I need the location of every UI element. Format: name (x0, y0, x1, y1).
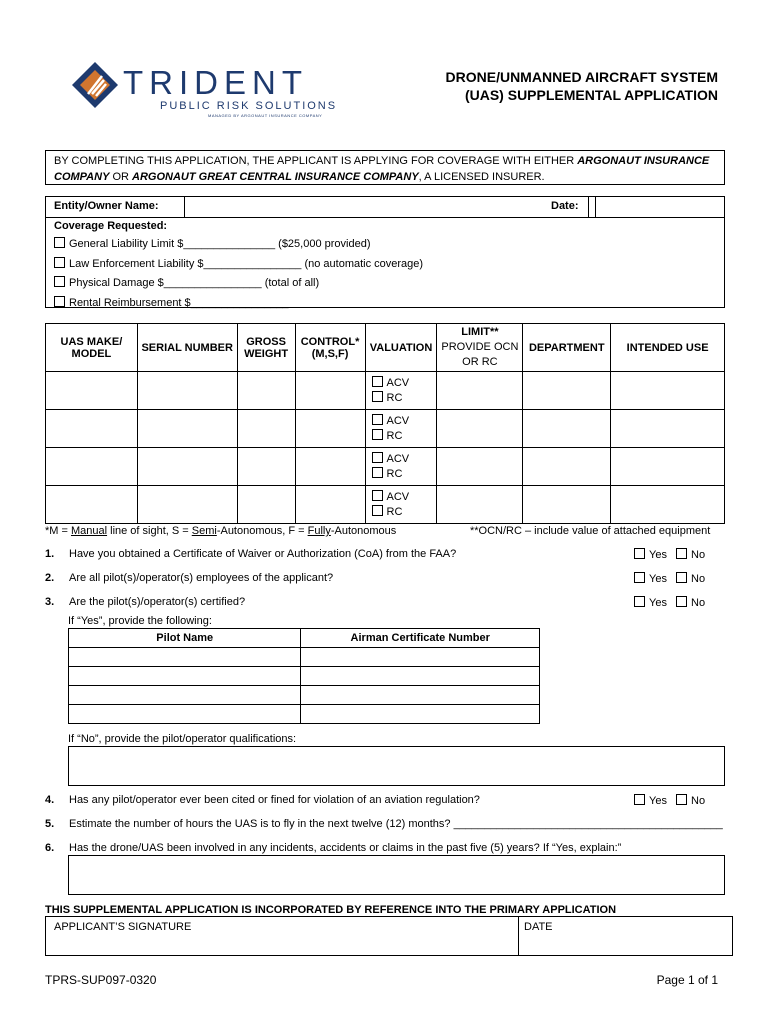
valuation-cell (365, 448, 437, 486)
checkbox[interactable] (372, 452, 383, 463)
coverage-law-enforcement[interactable]: Law Enforcement Liability $________________ (no automatic coverage) (54, 255, 423, 275)
question-2: 2. Are all pilot(s)/operator(s) employees of the applicant? (45, 572, 334, 584)
coverage-physical-damage[interactable]: Physical Damage $________________ (total of all) (54, 274, 423, 294)
title-line-2: (UAS) SUPPLEMENTAL APPLICATION (464, 87, 718, 103)
q4-yes-no (634, 794, 705, 807)
intro-text-2: OR (109, 171, 133, 183)
valuation-acv[interactable]: ACV (372, 376, 437, 391)
cell-input[interactable] (523, 448, 611, 486)
limit-header-line-1: LIMIT** (461, 326, 499, 338)
valuation-rc[interactable]: RC (372, 429, 437, 444)
cell-input[interactable] (137, 372, 237, 410)
page-title (446, 68, 718, 104)
date-label: Date: (551, 200, 579, 212)
valuation-rc[interactable]: RC (372, 467, 437, 482)
checkbox[interactable] (54, 276, 65, 287)
q2-yes-no (634, 572, 705, 585)
incidents-explanation-field[interactable] (68, 855, 725, 895)
question-4: 4. Has any pilot/operator ever been cited or fined for violation of an aviation regulation? (45, 794, 480, 806)
table-row (46, 486, 725, 524)
cell-input[interactable] (295, 486, 365, 524)
signature-date-label: DATE (524, 921, 553, 933)
question-3: 3. Are the pilot(s)/operator(s) certified? (45, 596, 246, 608)
coverage-label: Coverage Requested: (54, 220, 168, 232)
cell-input[interactable] (46, 448, 138, 486)
checkbox[interactable] (634, 572, 645, 583)
q3-if-yes: If “Yes”, provide the following: (68, 615, 212, 627)
cell-input[interactable] (69, 705, 301, 724)
checkbox[interactable] (54, 296, 65, 307)
checkbox[interactable] (372, 376, 383, 387)
cell-input[interactable] (295, 372, 365, 410)
cell-input[interactable] (237, 486, 295, 524)
cell-input[interactable] (301, 705, 540, 724)
col-control: CONTROL* (M,S,F) (295, 324, 365, 372)
limit-footnote: **OCN/RC – include value of attached equipment (470, 525, 711, 537)
col-make-model: UAS MAKE/ MODEL (46, 324, 138, 372)
checkbox[interactable] (676, 596, 687, 607)
intro-text-1: BY COMPLETING THIS APPLICATION, THE APPLICANT IS APPLYING FOR COVERAGE WITH EITHER (54, 155, 578, 167)
limit-header-line-2: PROVIDE OCN OR RC (441, 341, 519, 368)
valuation-rc[interactable]: RC (372, 505, 437, 520)
cell-input[interactable] (611, 372, 725, 410)
question-1: 1. Have you obtained a Certificate of Waiver or Authorization (CoA) from the FAA? (45, 548, 457, 560)
table-row (69, 648, 540, 667)
form-code: TPRS-SUP097-0320 (45, 973, 157, 987)
qualifications-field[interactable] (68, 746, 725, 786)
valuation-cell (365, 486, 437, 524)
table-row (46, 372, 725, 410)
checkbox[interactable] (676, 548, 687, 559)
question-6: 6. Has the drone/UAS been involved in any incidents, accidents or claims in the past five (5) years? If “Yes, explain:” (45, 842, 622, 854)
table-row (46, 448, 725, 486)
q1-yes-no (634, 548, 705, 561)
cell-input[interactable] (437, 486, 523, 524)
logo-name: TRIDENT (123, 64, 308, 101)
checkbox[interactable] (372, 391, 383, 402)
q1-yes[interactable]: Yes (634, 549, 667, 561)
cell-input[interactable] (69, 667, 301, 686)
cell-input[interactable] (301, 667, 540, 686)
valuation-acv[interactable]: ACV (372, 490, 437, 505)
cell-input[interactable] (237, 410, 295, 448)
checkbox[interactable] (634, 794, 645, 805)
page-number: Page 1 of 1 (656, 973, 718, 987)
col-serial-number: SERIAL NUMBER (137, 324, 237, 372)
table-row (69, 667, 540, 686)
cell-input[interactable] (137, 410, 237, 448)
cell-input[interactable] (611, 486, 725, 524)
col-airman-certificate: Airman Certificate Number (301, 629, 540, 648)
q3-if-no: If “No”, provide the pilot/operator qualifications: (68, 733, 297, 745)
cell-input[interactable] (237, 448, 295, 486)
cell-input[interactable] (437, 448, 523, 486)
control-footnote: *M = Manual line of sight, S = Semi-Autonomous, F = Fully-Autonomous (45, 525, 397, 537)
signature-label: APPLICANT’S SIGNATURE (54, 921, 192, 933)
intro-text-3: , A LICENSED INSURER. (418, 171, 545, 183)
col-department: DEPARTMENT (523, 324, 611, 372)
signature-statement: THIS SUPPLEMENTAL APPLICATION IS INCORPORATED BY REFERENCE INTO THE PRIMARY APPLICATION (45, 904, 617, 916)
signature-date-field[interactable] (519, 917, 732, 955)
date-field[interactable] (595, 197, 725, 217)
entity-name-field[interactable] (184, 197, 589, 217)
trident-logo-icon (70, 60, 120, 110)
valuation-acv[interactable]: ACV (372, 452, 437, 467)
checkbox[interactable] (372, 505, 383, 516)
col-pilot-name: Pilot Name (69, 629, 301, 648)
checkbox[interactable] (372, 490, 383, 501)
cell-input[interactable] (137, 486, 237, 524)
valuation-acv[interactable]: ACV (372, 414, 437, 429)
signature-field[interactable] (46, 917, 519, 955)
entity-box (45, 196, 725, 308)
table-row (69, 705, 540, 724)
checkbox[interactable] (372, 429, 383, 440)
coverage-general-liability[interactable]: General Liability Limit $_______________ ($25,000 provided) (54, 235, 423, 255)
intro-box (45, 150, 725, 185)
cell-input[interactable] (611, 448, 725, 486)
q3-yes[interactable]: Yes (634, 597, 667, 609)
col-gross-weight: GROSS WEIGHT (237, 324, 295, 372)
checkbox[interactable] (54, 237, 65, 248)
entity-name-label: Entity/Owner Name: (54, 200, 159, 212)
col-limit (437, 324, 523, 372)
cell-input[interactable] (301, 648, 540, 667)
coverage-rental-reimbursement[interactable]: Rental Reimbursement $________________ (54, 294, 423, 314)
checkbox[interactable] (372, 414, 383, 425)
cell-input[interactable] (295, 448, 365, 486)
checkbox[interactable] (676, 572, 687, 583)
q3-no[interactable]: No (676, 597, 705, 609)
cell-input[interactable] (301, 686, 540, 705)
q1-no[interactable]: No (676, 549, 705, 561)
cell-input[interactable] (611, 410, 725, 448)
insurer-1: ARGONAUT INSURANCE COMPANY (54, 155, 710, 183)
table-row (69, 686, 540, 705)
col-valuation: VALUATION (365, 324, 437, 372)
cell-input[interactable] (523, 410, 611, 448)
col-intended-use: INTENDED USE (611, 324, 725, 372)
q2-no[interactable]: No (676, 573, 705, 585)
valuation-cell (365, 372, 437, 410)
q4-yes[interactable]: Yes (634, 795, 667, 807)
question-5: 5. Estimate the number of hours the UAS is to fly in the next twelve (12) months? ____________________________________________ (45, 818, 723, 830)
insurer-2: ARGONAUT GREAT CENTRAL INSURANCE COMPANY (132, 171, 419, 183)
q3-yes-no (634, 596, 705, 609)
checkbox[interactable] (634, 548, 645, 559)
checkbox[interactable] (676, 794, 687, 805)
cell-input[interactable] (137, 448, 237, 486)
cell-input[interactable] (437, 410, 523, 448)
cell-input[interactable] (69, 648, 301, 667)
cell-input[interactable] (46, 372, 138, 410)
q4-no[interactable]: No (676, 795, 705, 807)
checkbox[interactable] (634, 596, 645, 607)
cell-input[interactable] (69, 686, 301, 705)
table-row (46, 410, 725, 448)
cell-input[interactable] (523, 486, 611, 524)
cell-input[interactable] (46, 410, 138, 448)
uas-table (45, 323, 725, 524)
cell-input[interactable] (523, 372, 611, 410)
checkbox[interactable] (372, 467, 383, 478)
q2-yes[interactable]: Yes (634, 573, 667, 585)
title-line-1: DRONE/UNMANNED AIRCRAFT SYSTEM (445, 69, 718, 85)
valuation-cell (365, 410, 437, 448)
logo-subtitle: PUBLIC RISK SOLUTIONS (160, 100, 338, 112)
logo-tagline: MANAGED BY ARGONAUT INSURANCE COMPANY (208, 113, 323, 118)
cell-input[interactable] (237, 372, 295, 410)
cell-input[interactable] (437, 372, 523, 410)
cell-input[interactable] (46, 486, 138, 524)
pilot-table (68, 628, 540, 724)
cell-input[interactable] (295, 410, 365, 448)
checkbox[interactable] (54, 257, 65, 268)
signature-box (45, 916, 733, 956)
valuation-rc[interactable]: RC (372, 391, 437, 406)
